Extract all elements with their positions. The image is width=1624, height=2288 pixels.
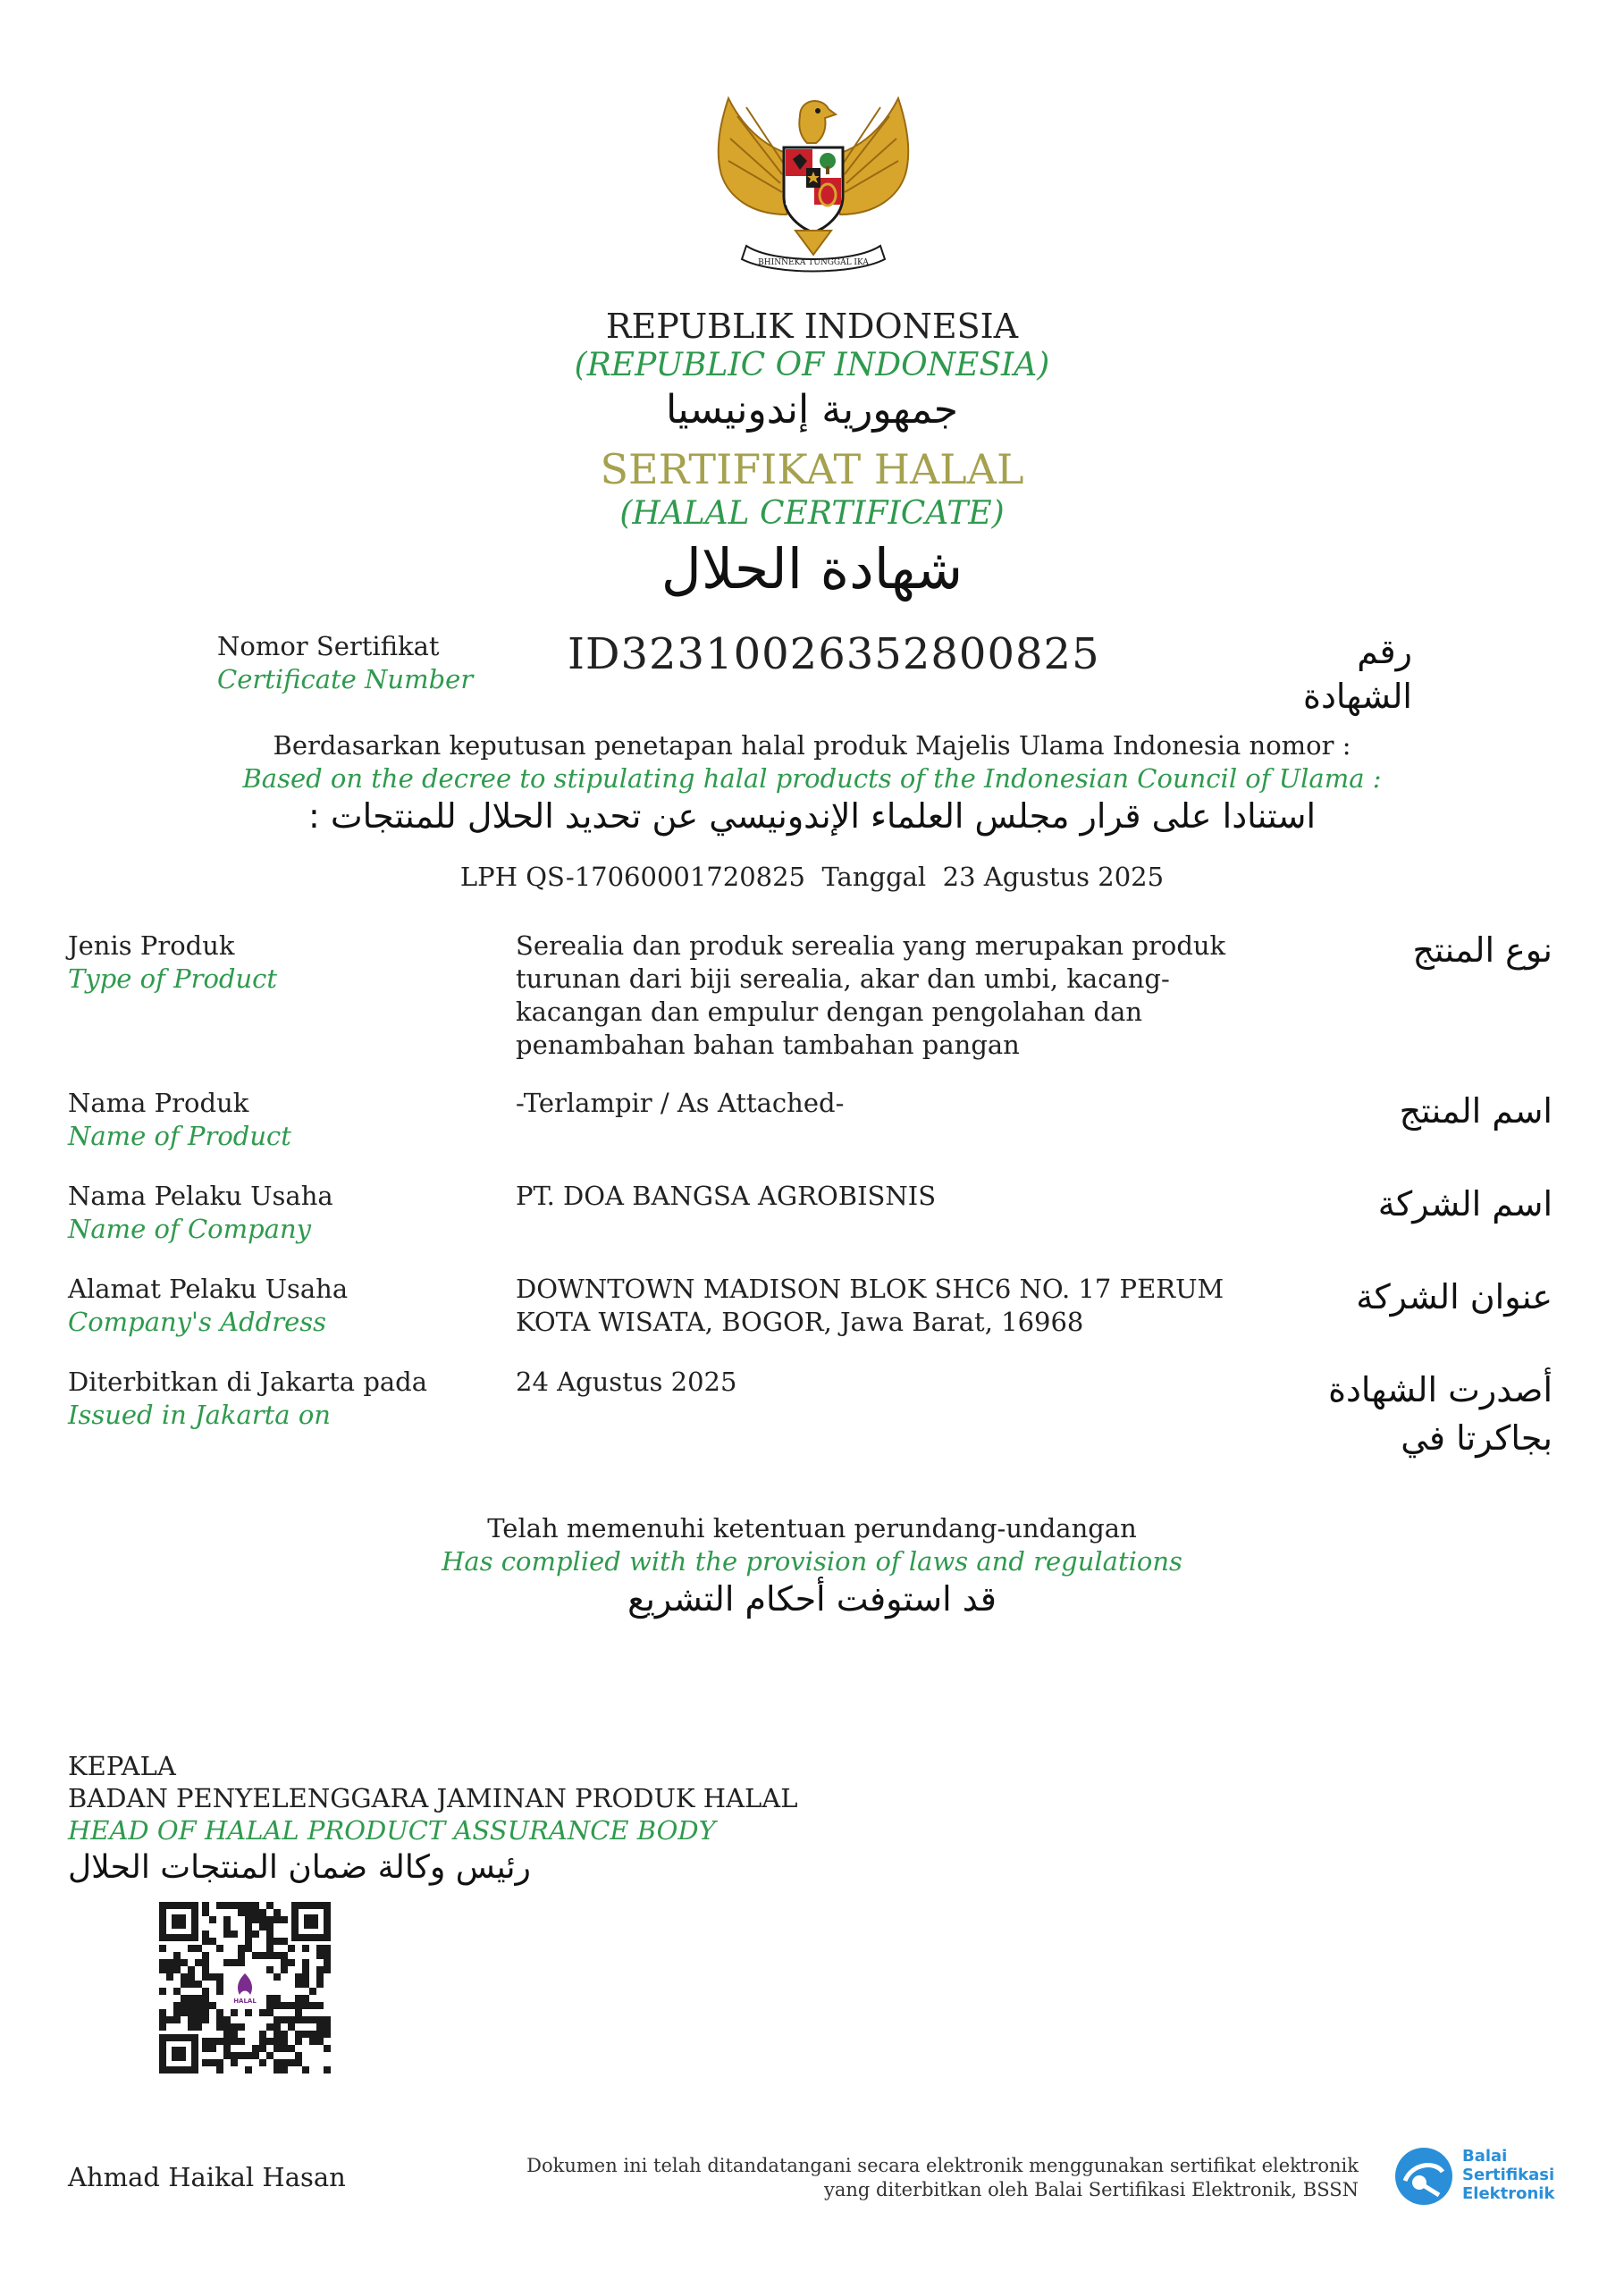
qr-module <box>281 2002 288 2009</box>
qr-module <box>159 1988 166 1995</box>
qr-module <box>288 1945 295 1952</box>
qr-module <box>202 1909 209 1916</box>
qr-module <box>181 2009 188 2016</box>
qr-module <box>273 1938 281 1945</box>
qr-module <box>273 2066 281 2074</box>
qr-module <box>288 2023 295 2031</box>
product-type-label-ar: نوع المنتج <box>1412 930 1552 970</box>
qr-module <box>181 1959 188 1966</box>
qr-module <box>188 2009 195 2016</box>
qr-module <box>216 2059 223 2066</box>
qr-module <box>324 2023 331 2031</box>
e-signature-note-line: Dokumen ini telah ditandatangani secara elektronik menggunakan sertifikat elektronik <box>526 2155 1359 2176</box>
qr-module <box>252 1909 259 1916</box>
issued-value: 24 Agustus 2025 <box>516 1367 737 1397</box>
qr-module <box>159 1959 166 1966</box>
certificate-title-id: SERTIFIKAT HALAL <box>600 445 1024 493</box>
certificate-number-label <box>217 630 473 696</box>
qr-module <box>259 2031 266 2038</box>
qr-module <box>266 2002 273 2009</box>
qr-module <box>309 2031 316 2038</box>
issued-label-ar <box>1328 1366 1552 1462</box>
e-signature-note <box>447 2154 1359 2202</box>
qr-module <box>266 1902 273 1909</box>
qr-module <box>245 1945 252 1952</box>
qr-module <box>252 1902 259 1909</box>
qr-module <box>302 1959 309 1966</box>
compliance-text-ar: قد استوفت أحكام التشريع <box>627 1579 997 1619</box>
company-name-value: PT. DOA BANGSA AGROBISNIS <box>516 1181 937 1211</box>
qr-module <box>216 2016 223 2023</box>
qr-module <box>295 2038 302 2045</box>
qr-module <box>281 2045 288 2052</box>
company-name-label-en: Name of Company <box>68 1214 312 1244</box>
qr-module <box>223 2031 231 2038</box>
qr-module <box>259 1916 266 1923</box>
qr-module <box>266 1938 273 1945</box>
qr-module <box>316 2016 324 2023</box>
qr-module <box>281 1959 288 1966</box>
qr-module <box>238 1952 245 1959</box>
qr-module <box>202 2002 209 2009</box>
qr-module <box>302 1945 309 1952</box>
qr-module <box>281 2066 288 2074</box>
qr-module <box>245 1902 252 1909</box>
qr-module <box>273 2002 281 2009</box>
qr-module <box>173 1959 181 1966</box>
qr-module <box>231 2023 238 2031</box>
qr-module <box>173 2009 181 2016</box>
qr-module <box>273 1952 281 1959</box>
qr-module <box>188 1973 195 1981</box>
company-name-labels <box>68 1180 333 1246</box>
product-type-labels <box>68 930 277 996</box>
qr-module <box>245 2066 252 2074</box>
qr-module <box>324 2045 331 2052</box>
qr-module <box>324 1945 331 1952</box>
qr-module <box>266 1916 273 1923</box>
qr-module <box>223 2023 231 2031</box>
qr-module <box>202 1902 209 1909</box>
certificate-number-label-ar: رقم الشهادة <box>1303 632 1412 716</box>
qr-module <box>202 1966 209 1973</box>
qr-module <box>295 1995 302 2002</box>
bsre-logo-line: Balai <box>1462 2147 1508 2166</box>
qr-module <box>302 2002 309 2009</box>
product-type-value-line: turunan dari biji serealia, akar dan umbi, kacang- <box>516 963 1170 994</box>
qr-module <box>223 1959 231 1966</box>
qr-module <box>259 1909 266 1916</box>
qr-module <box>216 1945 223 1952</box>
qr-module <box>288 2059 295 2066</box>
qr-module <box>216 1902 223 1909</box>
qr-module <box>188 2016 195 2023</box>
country-name-id: REPUBLIK INDONESIA <box>605 307 1019 346</box>
product-type-value-line: kacangan dan empulur dengan pengolahan dan <box>516 997 1143 1027</box>
qr-module <box>238 2038 245 2045</box>
qr-module <box>252 2052 259 2059</box>
bsre-logo-line: Sertifikasi <box>1462 2166 1555 2184</box>
qr-module <box>166 2016 173 2023</box>
decree-text-en: Based on the decree to stipulating halal products of the Indonesian Council of Ulama : <box>242 763 1382 794</box>
qr-module <box>316 2023 324 2031</box>
compliance-text-en: Has complied with the provision of laws and regulations <box>442 1546 1182 1577</box>
qr-module <box>281 1966 288 1973</box>
qr-module <box>195 2002 202 2009</box>
qr-module <box>173 1988 181 1995</box>
qr-module <box>302 2031 309 2038</box>
qr-module <box>173 1966 181 1973</box>
qr-module <box>216 1988 223 1995</box>
qr-module <box>302 1973 309 1981</box>
qr-module <box>281 1952 288 1959</box>
qr-module <box>202 1959 209 1966</box>
qr-module <box>159 2009 166 2016</box>
bsre-logo-text <box>1462 2147 1554 2203</box>
qr-module <box>273 2059 281 2066</box>
qr-module <box>316 1966 324 1973</box>
signatory-agency-en: HEAD OF HALAL PRODUCT ASSURANCE BODY <box>68 1815 716 1846</box>
qr-module <box>216 2023 223 2031</box>
qr-module <box>266 1930 273 1938</box>
company-address-label-id: Alamat Pelaku Usaha <box>68 1274 349 1304</box>
qr-module <box>216 2009 223 2016</box>
qr-module <box>281 1938 288 1945</box>
company-address-labels <box>68 1273 348 1339</box>
qr-module <box>245 1916 252 1923</box>
qr-module <box>281 1916 288 1923</box>
qr-module <box>273 2031 281 2038</box>
qr-module <box>202 2038 209 2045</box>
bsre-logo <box>1393 2145 1571 2208</box>
qr-module <box>202 2045 209 2052</box>
product-type-label-en: Type of Product <box>68 963 278 994</box>
qr-module <box>188 1995 195 2002</box>
certificate-number-value: ID32310026352800825 <box>568 629 1100 679</box>
qr-module <box>288 2016 295 2023</box>
country-name-ar: جمهورية إندونيسيا <box>666 387 958 433</box>
qr-module <box>252 1952 259 1959</box>
qr-module <box>202 2059 209 2066</box>
product-type-value <box>516 930 1266 1062</box>
qr-module <box>209 1973 216 1981</box>
product-type-label-id: Jenis Produk <box>68 930 235 961</box>
signatory-name: Ahmad Haikal Hasan <box>68 2162 346 2192</box>
qr-module <box>309 2002 316 2009</box>
qr-module <box>266 1952 273 1959</box>
qr-module <box>202 1988 209 1995</box>
qr-module <box>316 2002 324 2009</box>
product-type-value-line: penambahan bahan tambahan pangan <box>516 1030 1020 1060</box>
qr-module <box>195 1981 202 1988</box>
company-address-value-line: KOTA WISATA, BOGOR, Jawa Barat, 16968 <box>516 1307 1084 1337</box>
qr-module <box>188 1966 195 1973</box>
company-name-label-ar: اسم الشركة <box>1377 1184 1552 1224</box>
qr-module <box>309 2038 316 2045</box>
qr-module <box>252 2045 259 2052</box>
qr-module <box>181 1995 188 2002</box>
product-name-label-id: Nama Produk <box>68 1088 249 1118</box>
qr-module <box>181 1981 188 1988</box>
qr-module <box>195 2016 202 2023</box>
certificate-title-en: (HALAL CERTIFICATE) <box>619 495 1005 532</box>
qr-module <box>295 2016 302 2023</box>
product-type-value-line: Serealia dan produk serealia yang merupakan produk <box>516 930 1226 961</box>
decree-text-ar: استنادا على قرار مجلس العلماء الإندونيسي عن تحديد الحلال للمنتجات : <box>307 796 1317 836</box>
qr-module <box>195 1959 202 1966</box>
qr-module <box>302 2066 309 2074</box>
qr-module <box>159 2023 166 2031</box>
signatory-title: KEPALA <box>68 1751 176 1781</box>
qr-module <box>259 1923 266 1930</box>
qr-module <box>324 1959 331 1966</box>
qr-module <box>202 2016 209 2023</box>
qr-module <box>209 1916 216 1923</box>
qr-module <box>166 1973 173 1981</box>
qr-module <box>259 2009 266 2016</box>
qr-module <box>295 2031 302 2038</box>
qr-module <box>316 1945 324 1952</box>
qr-module <box>231 2009 238 2016</box>
qr-module <box>238 2023 245 2031</box>
qr-module <box>252 1916 259 1923</box>
qr-module <box>159 1945 166 1952</box>
qr-module <box>231 1930 238 1938</box>
issued-labels <box>68 1366 427 1432</box>
qr-module <box>223 1923 231 1930</box>
bsre-logo-icon <box>1393 2145 1455 2208</box>
qr-module <box>266 1966 273 1973</box>
qr-module <box>324 1966 331 1973</box>
motto-text: BHINNEKA TUNGGAL IKA <box>758 258 869 267</box>
qr-module <box>245 1930 252 1938</box>
qr-module <box>223 1916 231 1923</box>
qr-module <box>245 2009 252 2016</box>
qr-module <box>309 1988 316 1995</box>
issued-label-ar-line: بجاكرتا في <box>1401 1418 1552 1458</box>
qr-module <box>231 2059 238 2066</box>
qr-module <box>202 1938 209 1945</box>
bsre-logo-line: Elektronik <box>1462 2184 1555 2203</box>
product-name-label-en: Name of Product <box>68 1121 291 1151</box>
product-name-label-ar: اسم المنتج <box>1399 1091 1552 1131</box>
qr-module <box>231 2052 238 2059</box>
qr-module <box>223 1902 231 1909</box>
qr-module <box>209 2002 216 2009</box>
qr-module <box>266 1945 273 1952</box>
signatory-block <box>68 1750 872 1889</box>
garuda-head <box>799 101 836 143</box>
decree-reference: LPH QS-17060001720825 Tanggal 23 Agustus 2025 <box>459 862 1165 892</box>
company-address-label-ar: عنوان الشركة <box>1356 1277 1552 1316</box>
qr-module <box>324 2031 331 2038</box>
qr-module <box>181 1973 188 1981</box>
product-name-value: -Terlampir / As Attached- <box>516 1088 845 1118</box>
qr-module <box>295 2002 302 2009</box>
qr-module <box>316 1981 324 1988</box>
qr-module <box>195 2023 202 2031</box>
country-name-en: (REPUBLIC OF INDONESIA) <box>574 347 1050 383</box>
qr-module <box>216 2066 223 2074</box>
qr-module <box>259 2045 266 2052</box>
qr-module <box>195 1945 202 1952</box>
qr-module <box>295 2052 302 2059</box>
qr-module <box>316 2038 324 2045</box>
qr-module <box>202 2009 209 2016</box>
qr-module <box>173 2002 181 2009</box>
qr-module <box>273 1973 281 1981</box>
qr-module <box>266 1923 273 1930</box>
qr-module <box>281 2016 288 2023</box>
qr-module <box>266 2023 273 2031</box>
qr-module <box>302 1981 309 1988</box>
qr-module <box>324 2016 331 2023</box>
qr-module <box>238 1959 245 1966</box>
qr-module <box>216 1973 223 1981</box>
company-name-label-id: Nama Pelaku Usaha <box>68 1181 333 1211</box>
qr-module <box>223 1930 231 1938</box>
qr-module <box>173 1952 181 1959</box>
qr-module <box>316 1973 324 1981</box>
qr-module <box>216 1981 223 1988</box>
qr-module <box>266 1995 273 2002</box>
qr-module <box>231 2031 238 2038</box>
qr-module <box>202 1952 209 1959</box>
company-address-value <box>516 1273 1266 1339</box>
qr-module <box>209 2059 216 2066</box>
qr-module <box>181 2002 188 2009</box>
qr-module <box>238 1909 245 1916</box>
qr-module <box>216 2038 223 2045</box>
qr-module <box>245 1909 252 1916</box>
qr-module <box>288 1959 295 1966</box>
qr-module <box>188 2023 195 2031</box>
qr-module <box>324 2066 331 2074</box>
qr-module <box>273 2038 281 2045</box>
qr-module <box>223 2052 231 2059</box>
issued-label-ar-line: أصدرت الشهادة <box>1328 1370 1552 1409</box>
qr-module <box>245 1938 252 1945</box>
product-name-labels <box>68 1087 291 1153</box>
qr-module <box>209 1938 216 1945</box>
qr-module <box>166 1959 173 1966</box>
qr-module <box>288 2045 295 2052</box>
qr-module <box>316 1952 324 1959</box>
compliance-text-id: Telah memenuhi ketentuan perundang-undangan <box>487 1513 1137 1544</box>
qr-module <box>273 2016 281 2023</box>
qr-module <box>324 1952 331 1959</box>
qr-module <box>273 2023 281 2031</box>
issued-label-id: Diterbitkan di Jakarta pada <box>68 1367 428 1397</box>
qr-module <box>259 2059 266 2066</box>
qr-module <box>259 1952 266 1959</box>
company-address-value-line: DOWNTOWN MADISON BLOK SHC6 NO. 17 PERUM <box>516 1274 1224 1304</box>
qr-module <box>281 2038 288 2045</box>
garuda-emblem <box>711 89 916 282</box>
qr-module <box>223 2038 231 2045</box>
qr-module <box>188 1981 195 1988</box>
e-signature-note-line: yang diterbitkan oleh Balai Sertifikasi Elektronik, BSSN <box>824 2179 1359 2200</box>
certificate-number-label-id: Nomor Sertifikat <box>217 631 440 661</box>
qr-module <box>245 1923 252 1930</box>
certificate-title-ar: شهادة الحلال <box>661 536 963 601</box>
qr-module <box>173 2016 181 2023</box>
qr-module <box>309 2016 316 2023</box>
qr-module <box>188 1945 195 1952</box>
qr-module <box>223 2045 231 2052</box>
qr-module <box>273 2045 281 2052</box>
decree-text-id: Berdasarkan keputusan penetapan halal produk Majelis Ulama Indonesia nomor : <box>273 730 1351 761</box>
qr-module <box>231 1902 238 1909</box>
qr-module <box>295 2059 302 2066</box>
qr-module <box>159 2016 166 2023</box>
qr-module <box>195 1995 202 2002</box>
qr-module <box>202 1995 209 2002</box>
qr-module <box>245 2052 252 2059</box>
qr-module <box>273 1995 281 2002</box>
qr-module <box>273 1909 281 1916</box>
qr-module <box>223 2016 231 2023</box>
qr-module <box>281 2059 288 2066</box>
signatory-agency-ar: رئيس وكالة ضمان المنتجات الحلال <box>68 1849 531 1886</box>
qr-module <box>302 1966 309 1973</box>
company-address-label-en: Company's Address <box>68 1307 326 1337</box>
qr-module <box>316 2031 324 2038</box>
halal-logo-text: HALAL <box>233 1998 257 2005</box>
qr-module <box>209 2038 216 2045</box>
qr-module <box>266 2038 273 2045</box>
qr-module <box>281 2031 288 2038</box>
qr-module <box>302 1995 309 2002</box>
qr-code[interactable] <box>159 1902 331 2074</box>
issued-label-en: Issued in Jakarta on <box>68 1400 331 1430</box>
qr-module <box>273 1916 281 1923</box>
qr-module <box>302 2016 309 2023</box>
signatory-agency: BADAN PENYELENGGARA JAMINAN PRODUK HALAL <box>68 1783 798 1813</box>
qr-module <box>238 1902 245 1909</box>
qr-module <box>295 1973 302 1981</box>
qr-module <box>252 1930 259 1938</box>
qr-module <box>231 1959 238 1966</box>
qr-module <box>188 2002 195 2009</box>
qr-module <box>295 1981 302 1988</box>
qr-module <box>295 2009 302 2016</box>
qr-module <box>195 2009 202 2016</box>
qr-module <box>266 2052 273 2059</box>
qr-module <box>166 1966 173 1973</box>
qr-module <box>202 1973 209 1981</box>
certificate-number-label-en: Certificate Number <box>217 664 474 694</box>
qr-module <box>202 1930 209 1938</box>
qr-module <box>266 2009 273 2016</box>
qr-module <box>259 2038 266 2045</box>
qr-module <box>238 1945 245 1952</box>
qr-module <box>159 1966 166 1973</box>
qr-module <box>238 2052 245 2059</box>
qr-module <box>209 2045 216 2052</box>
qr-module <box>231 2038 238 2045</box>
qr-module <box>288 2002 295 2009</box>
